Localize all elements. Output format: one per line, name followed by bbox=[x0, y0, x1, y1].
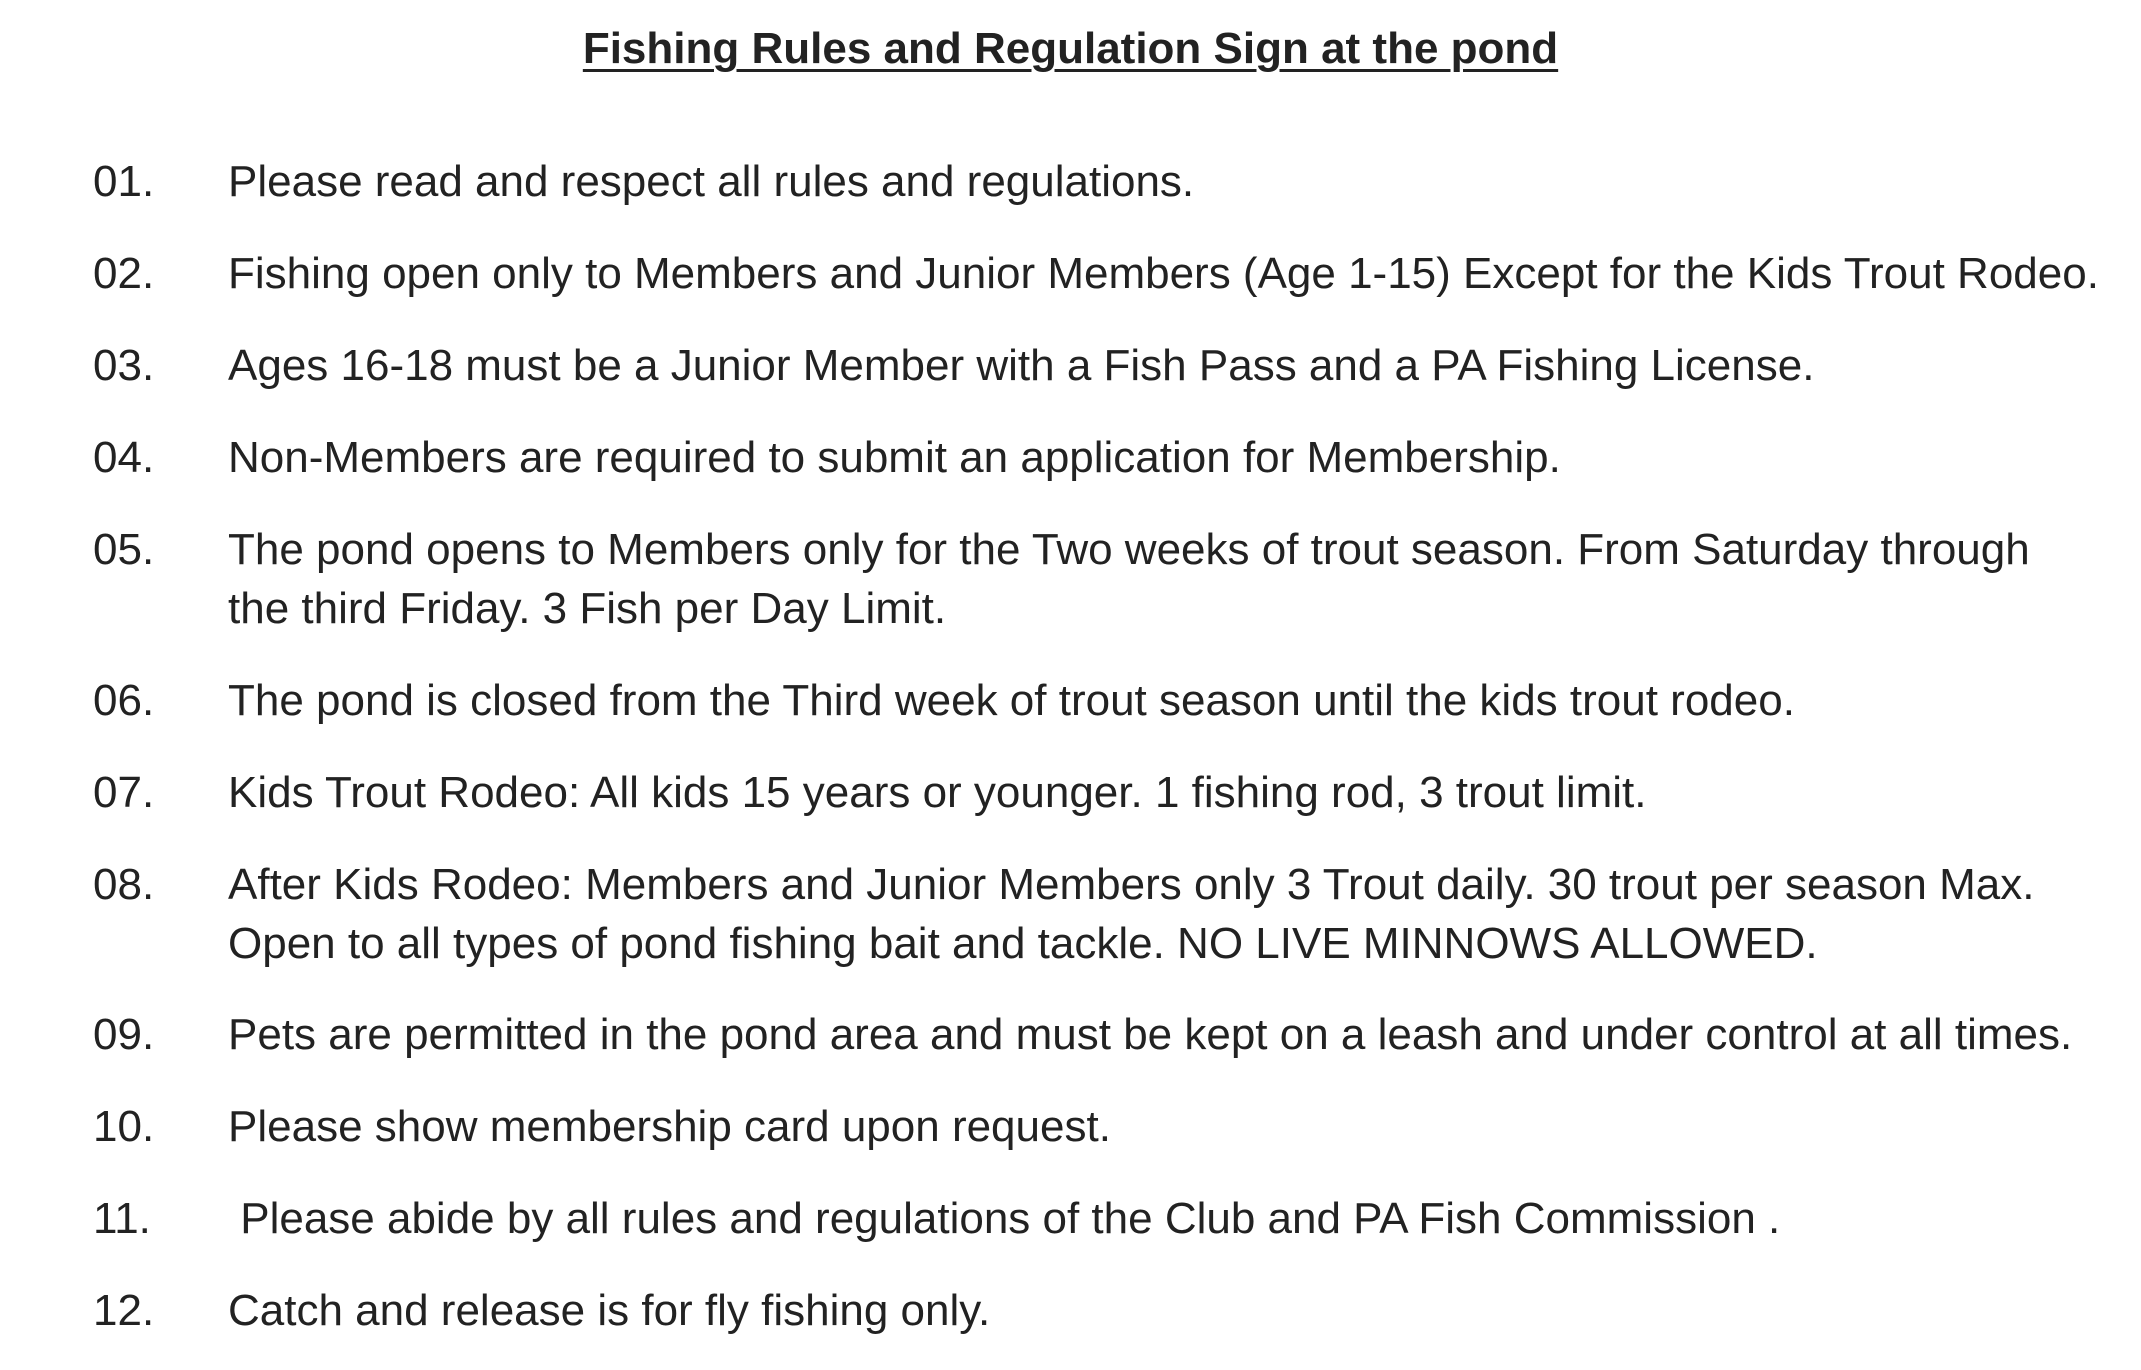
rule-text-continued: the third Friday. 3 Fish per Day Limit. bbox=[228, 584, 947, 633]
rule-text: Non-Members are required to submit an application for Membership. bbox=[228, 433, 1561, 482]
rule-number: 01. bbox=[93, 157, 155, 206]
rule-text: The pond is closed from the Third week of trout season until the kids trout rodeo. bbox=[228, 676, 1795, 725]
rule-number: 06. bbox=[93, 676, 155, 725]
rule-text: Kids Trout Rodeo: All kids 15 years or younger. 1 fishing rod, 3 trout limit. bbox=[228, 768, 1647, 817]
rule-text: Catch and release is for fly fishing only. bbox=[228, 1286, 991, 1335]
rule-text: Please abide by all rules and regulations of the Club and PA Fish Commission . bbox=[228, 1194, 1781, 1243]
rule-text: Fishing open only to Members and Junior Members (Age 1-15) Except for the Kids Trout Rodeo. bbox=[228, 249, 2099, 298]
rule-number: 03. bbox=[93, 341, 155, 390]
rule-number: 05. bbox=[93, 525, 155, 574]
rule-text: After Kids Rodeo: Members and Junior Members only 3 Trout daily. 30 trout per season Max. bbox=[228, 860, 2035, 909]
rule-text: The pond opens to Members only for the Two weeks of trout season. From Saturday through bbox=[228, 525, 2030, 574]
rule-number: 02. bbox=[93, 249, 155, 298]
rule-number: 10. bbox=[93, 1102, 155, 1151]
page-title: Fishing Rules and Regulation Sign at the pond bbox=[582, 24, 1559, 73]
rule-text: Please read and respect all rules and regulations. bbox=[228, 157, 1195, 206]
rule-text: Pets are permitted in the pond area and must be kept on a leash and under control at all times. bbox=[228, 1010, 2073, 1059]
rule-number: 09. bbox=[93, 1010, 155, 1059]
rule-text: Ages 16-18 must be a Junior Member with a Fish Pass and a PA Fishing License. bbox=[228, 341, 1815, 390]
rule-number: 04. bbox=[93, 433, 155, 482]
rule-number: 12. bbox=[93, 1286, 155, 1335]
rule-number: 11. bbox=[93, 1194, 151, 1243]
rule-number: 07. bbox=[93, 768, 155, 817]
rule-number: 08. bbox=[93, 860, 155, 909]
rule-text-continued: Open to all types of pond fishing bait and tackle. NO LIVE MINNOWS ALLOWED. bbox=[228, 919, 1818, 968]
rule-text: Please show membership card upon request. bbox=[228, 1102, 1111, 1151]
